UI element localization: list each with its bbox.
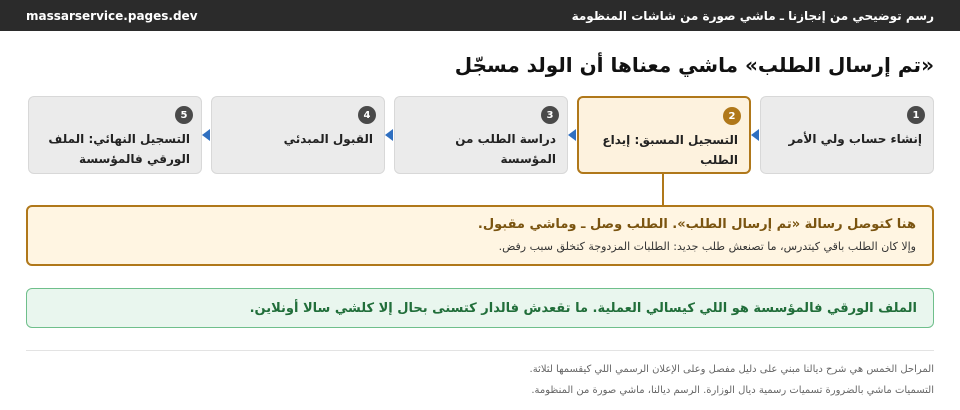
step-5-number: 5 [175,106,193,124]
step-3-number: 3 [541,106,559,124]
step-1-label: إنشاء حساب ولي الأمر [788,132,922,146]
step-3-card [394,96,568,174]
footnote-1: المراحل الخمس هي شرح ديالنا مبني على دليل مفصل وعلى الإعلان الرسمي اللي كيقسمها لثلاثة. [529,364,934,375]
arrow-left-icon [751,129,759,141]
callout-text: الملف الورقي فالمؤسسة هو اللي كيسالي العملية. ما تقعدش فالدار كتسنى بحال إلا كلشي سالا أونلاين. [249,300,917,316]
step-2-card-active [577,96,751,174]
step-5-card [28,96,202,174]
footnote-2: التسميات ماشي بالضرورة تسميات رسمية ديال الوزارة. الرسم ديالنا، ماشي صورة من المنظومة. [531,385,934,396]
note-headline: هنا كتوصل رسالة «تم إرسال الطلب». الطلب وصل ـ وماشي مقبول. [477,217,916,232]
arrow-left-icon [568,129,576,141]
arrow-left-icon [385,129,393,141]
step-1-number: 1 [907,106,925,124]
step-3-label: دراسة الطلب من المؤسسة [455,132,556,166]
top-bar-caption: رسم توضيحي من إنجازنا ـ ماشي صورة من شاشات المنظومة [571,8,934,23]
step-5-label: التسجيل النهائي: الملف الورقي فالمؤسسة [48,132,190,166]
active-step-connector [662,174,664,205]
top-bar [0,0,960,31]
arrow-left-icon [202,129,210,141]
step-1-card [760,96,934,174]
divider [26,350,934,351]
note-detail: وإلا كان الطلب باقي كيتدرس، ما تصنعش طلب جديد: الطلبات المزدوجة كتخلق سبب رفض. [498,240,916,253]
site-name[interactable]: massarservice.pages.dev [26,8,198,23]
step-4-label: القبول المبدئي [283,132,373,146]
step-2-label: التسجيل المسبق: إيداع الطلب [602,133,738,167]
step-4-number: 4 [358,106,376,124]
step-2-number: 2 [723,107,741,125]
paper-file-callout [26,288,934,328]
page-title: «تم إرسال الطلب» ماشي معناها أن الولد مسجّل [454,53,934,77]
step-4-card [211,96,385,174]
step-2-note [26,205,934,266]
